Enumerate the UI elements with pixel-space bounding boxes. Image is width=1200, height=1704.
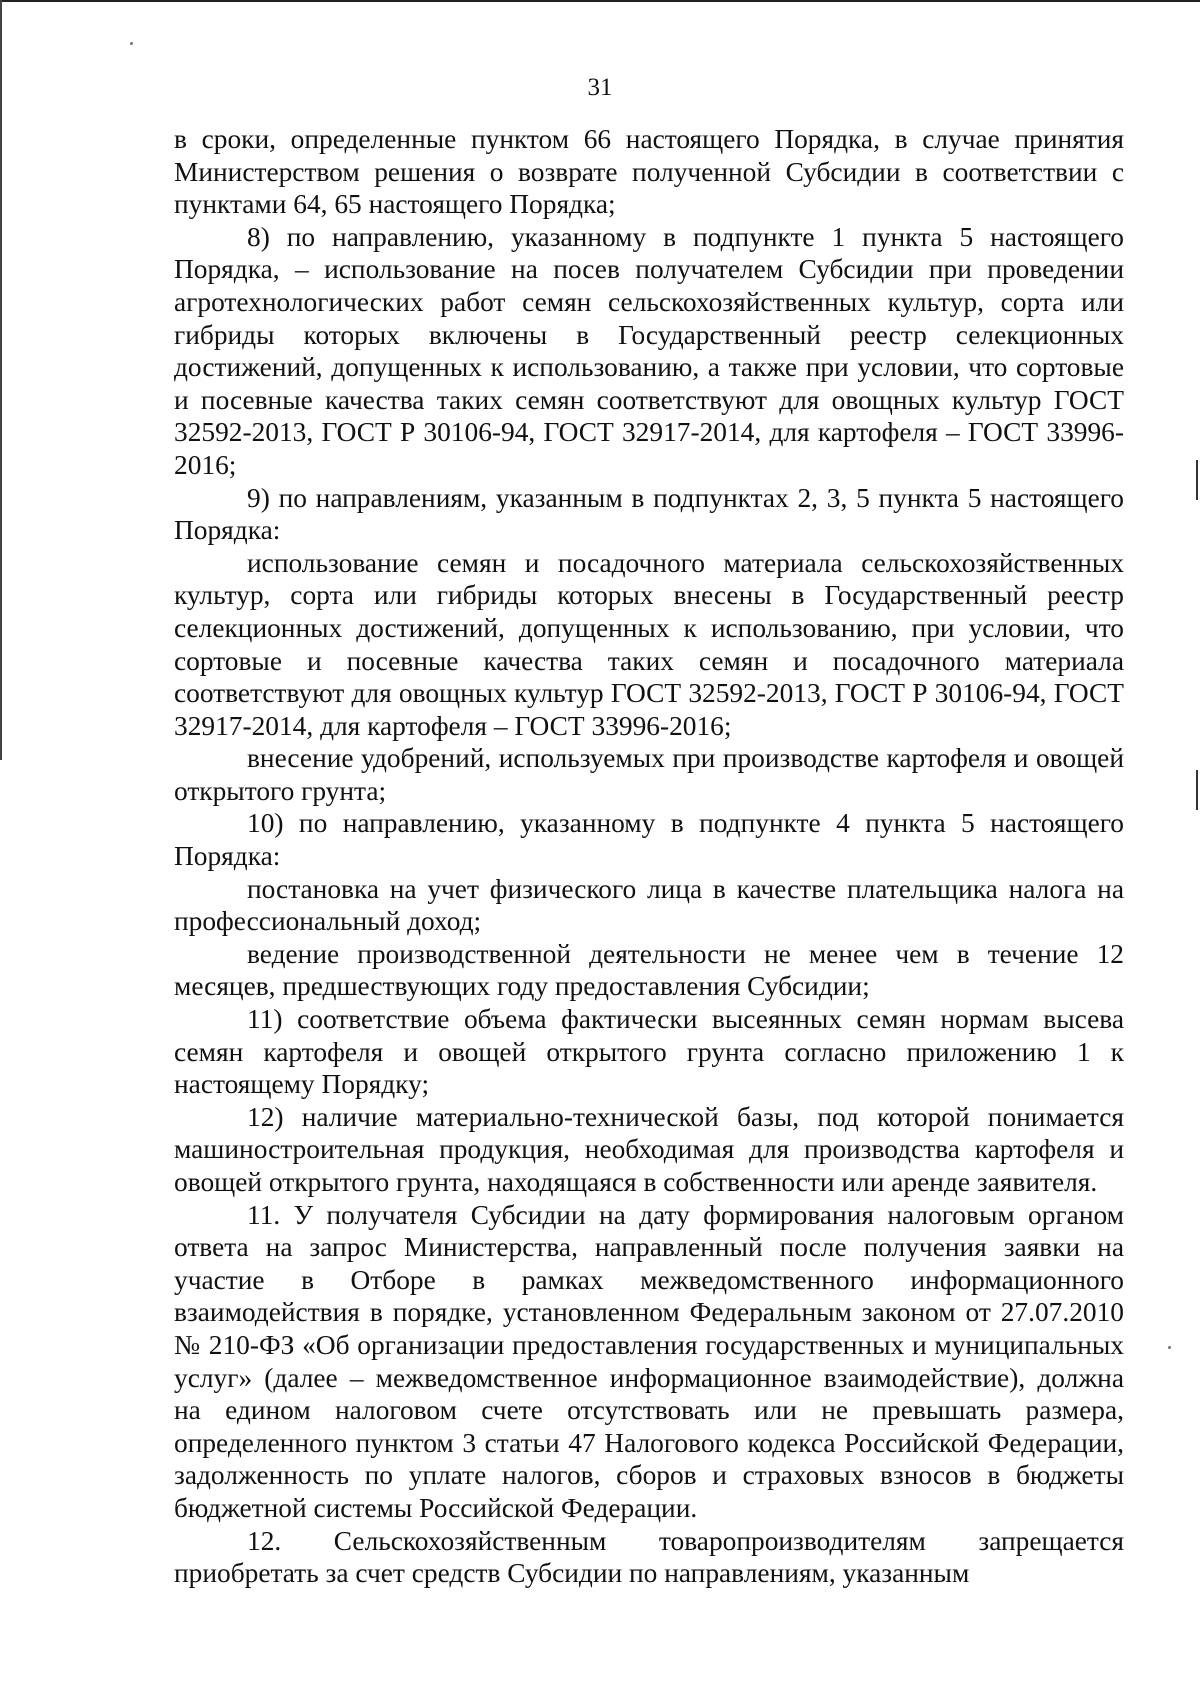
paragraph: ведение производственной деятельности не менее чем в течение 12 месяцев, предшествующих году предоставления Субсидии;: [174, 938, 1124, 1002]
scan-border-top: [0, 0, 1200, 2]
scan-speck: [1168, 1346, 1171, 1349]
document-body: [174, 123, 1124, 1590]
paragraph: 12. Сельскохозяйственным товаропроизводителям запрещается приобретать за счет средств Субсидии по направлениям, указанным: [174, 1525, 1124, 1589]
paragraph: 11. У получателя Субсидии на дату формирования налоговым органом ответа на запрос Министерства, направленный после получения заявки на участие в Отборе в рамках межведомственного информационного взаимодействия в порядке, установленном Федеральным законом от 27.07.2010 № 210-ФЗ «Об организации предоставления государственных и муниципальных услуг» (далее – межведомственное информационное взаимодействие), должна на едином налоговом счете отсутствовать или не превышать размера, определенного пунктом 3 статьи 47 Налогового кодекса Российской Федерации, задолженность по уплате налогов, сборов и страховых взносов в бюджеты бюджетной системы Российской Федерации.: [174, 1199, 1124, 1523]
scan-mark: [1196, 460, 1198, 500]
paragraph: 11) соответствие объема фактически высеянных семян нормам высева семян картофеля и овощей открытого грунта согласно приложению 1 к настоящему Порядку;: [174, 1004, 1124, 1100]
paragraph: 12) наличие материально-технической базы, под которой понимается машиностроительная продукция, необходимая для производства картофеля и овощей открытого грунта, находящаяся в собственности или аренде заявителя.: [174, 1101, 1124, 1197]
page-number: 31: [587, 74, 613, 101]
paragraph: 10) по направлению, указанному в подпункте 4 пункта 5 настоящего Порядка:: [174, 808, 1124, 872]
paragraph: использование семян и посадочного материала сельскохозяйственных культур, сорта или гибриды которых внесены в Государственный реестр селекционных достижений, допущенных к использованию, при условии, что сортовые и посевные качества таких семян и посадочного материала соответствуют для овощных культур ГОСТ 32592-2013, ГОСТ Р 30106-94, ГОСТ 32917-2014, для картофеля – ГОСТ 33996-2016;: [174, 547, 1124, 741]
scan-mark: [1196, 770, 1198, 810]
scan-border-left: [0, 0, 2, 760]
paragraph: внесение удобрений, используемых при производстве картофеля и овощей открытого грунта;: [174, 743, 1124, 806]
paragraph: 8) по направлению, указанному в подпункте 1 пункта 5 настоящего Порядка, – использование на посев получателем Субсидии при проведении агротехнологических работ семян сельскохозяйственных культур, сорта или гибриды которых включены в Государственный реестр селекционных достижений, допущенных к использованию, а также при условии, что сортовые и посевные качества таких семян соответствуют для овощных культур ГОСТ 32592-2013, ГОСТ Р 30106-94, ГОСТ 32917-2014, для картофеля – ГОСТ 33996-2016;: [174, 221, 1124, 480]
paragraph: постановка на учет физического лица в качестве плательщика налога на профессиональный доход;: [174, 873, 1124, 937]
paragraph: 9) по направлениям, указанным в подпунктах 2, 3, 5 пункта 5 настоящего Порядка:: [174, 482, 1124, 546]
paragraph: в сроки, определенные пунктом 66 настоящего Порядка, в случае принятия Министерством решения о возврате полученной Субсидии в соответствии с пунктами 64, 65 настоящего Порядка;: [174, 124, 1124, 220]
scan-speck: [130, 42, 133, 45]
